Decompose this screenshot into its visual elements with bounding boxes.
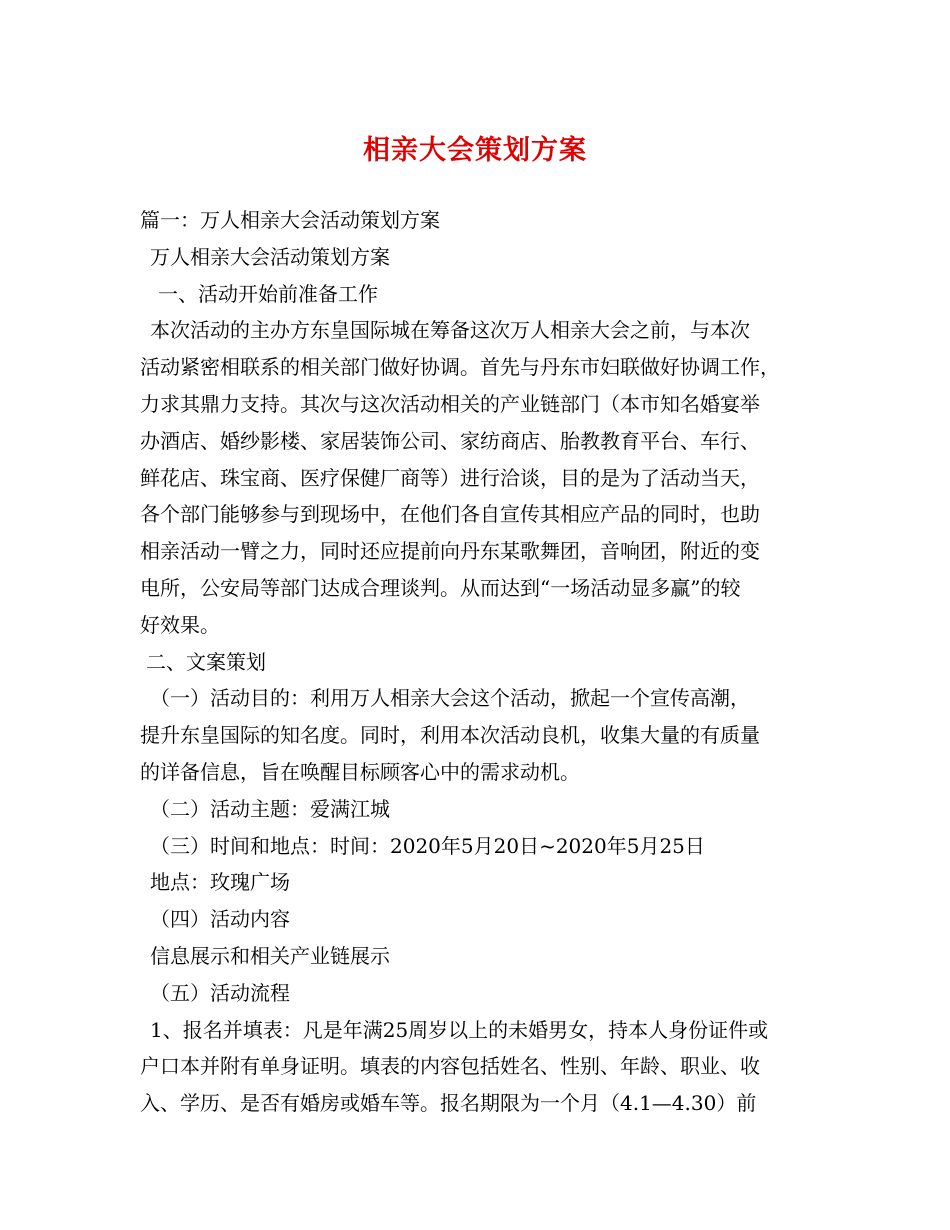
paragraph-line: 相亲活动一臂之力，同时还应提前向丹东某歌舞团，音响团，附近的变 — [140, 539, 760, 564]
paragraph-line: 提升东皇国际的知名度。同时，利用本次活动良机，收集大量的有质量 — [140, 723, 760, 748]
paragraph-line: 办酒店、婚纱影楼、家居装饰公司、家纺商店、胎教教育平台、车行、 — [140, 428, 760, 453]
paragraph-line: （五）活动流程 — [150, 980, 290, 1005]
section-heading: 二、文案策划 — [146, 649, 266, 674]
paragraph-line: （三）时间和地点：时间：2020年5月20日~2020年5月25日 — [150, 833, 705, 858]
paragraph-line: 1、报名并填表：凡是年满25周岁以上的未婚男女，持本人身份证件或 — [150, 1017, 769, 1042]
paragraph-line: 电所，公安局等部门达成合理谈判。从而达到“一场活动显多赢”的较 — [140, 575, 741, 600]
paragraph-line: （一）活动目的：利用万人相亲大会这个活动，掀起一个宣传高潮， — [150, 686, 750, 711]
document-body — [140, 202, 820, 1122]
paragraph-line: 入、学历、是否有婚房或婚车等。报名期限为一个月（4.1—4.30）前 — [140, 1091, 757, 1116]
paragraph-line: （四）活动内容 — [150, 907, 290, 932]
paragraph-line: 地点：玫瑰广场 — [150, 870, 290, 895]
paragraph-line: 信息展示和相关产业链展示 — [150, 943, 390, 968]
paragraph-line: 的详备信息，旨在唤醒目标顾客心中的需求动机。 — [140, 759, 580, 784]
paragraph-line: 鲜花店、珠宝商、医疗保健厂商等）进行洽谈，目的是为了活动当天， — [140, 465, 760, 490]
document-title: 相亲大会策划方案 — [363, 135, 587, 166]
section-heading: 篇一：万人相亲大会活动策划方案 — [140, 208, 440, 232]
paragraph-line: 好效果。 — [140, 612, 220, 637]
paragraph-line: （二）活动主题：爱满江城 — [150, 796, 390, 821]
section-heading: 一、活动开始前准备工作 — [158, 281, 378, 306]
paragraph-line: 各个部门能够参与到现场中，在他们各自宣传其相应产品的同时，也助 — [140, 502, 760, 527]
paragraph-line: 本次活动的主办方东皇国际城在筹备这次万人相亲大会之前，与本次 — [150, 318, 750, 343]
subtitle-line: 万人相亲大会活动策划方案 — [150, 244, 390, 269]
paragraph-line: 力求其鼎力支持。其次与这次活动相关的产业链部门（本市知名婚宴举 — [140, 391, 760, 416]
paragraph-line: 户口本并附有单身证明。填表的内容包括姓名、性别、年龄、职业、收 — [140, 1054, 760, 1079]
paragraph-line: 活动紧密相联系的相关部门做好协调。首先与丹东市妇联做好协调工作， — [140, 355, 780, 380]
